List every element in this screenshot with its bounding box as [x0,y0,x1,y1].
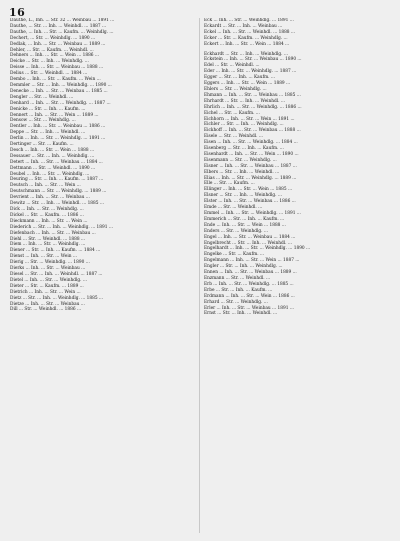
directory-entry: Eisner ... Inh. ... Str. ... Weinbau ... 1887 ... [204,163,297,169]
directory-entry: Deutsch ... Inh. ... Str. ... Wein ... [10,183,81,189]
directory-entry: Diem ... Inh. ... Str. ... Weinhdlg. ... [10,242,86,248]
directory-entry: Deuring ... Str. ... Inh. ... Kaufm. ... 1887 ... [10,177,104,183]
directory-entry: Engel ... Inh. ... Str. ... Weinbau ... 1884 ... [204,234,296,240]
directory-entry: Devrient ... Inh. ... Str. ... Weinbau ... [10,195,90,201]
directory-entry: Engelke ... Str. ... Kaufm. ... [204,252,265,258]
directory-entry: Engelbrecht ... Str. ... Inh. ... Weinhdl. ... [204,240,292,246]
directory-entry: Emde ... Str. ... Weinhdl. ... [204,205,263,211]
directory-entry: Elbers ... Str. ... Inh. ... Weinhdl. ... [204,169,280,175]
directory-entry: Erhard ... Str. ... Weinhdlg. ... [204,299,268,305]
directory-entry: Enders ... Str. ... Weinhdlg. ... [204,228,268,234]
directory-entry: Dennert ... Inh. ... Str. ... Wein ... 1889 ... [10,112,99,118]
directory-entry: Dietrich ... Inh. ... Str. ... Wein ... [10,289,81,295]
directory-entry: Diener ... Str. ... Inh. ... Kaufm. ... 1884 ... [10,248,101,254]
directory-entry: Eckardt ... Str. ... Inh. ... Weinbau ... [204,23,283,29]
directory-entry: Denhard ... Inh. ... Str. ... Weinhdlg. ... 1887 ... [10,100,111,106]
directory-entry: Enzmann ... Str. ... Weinhdl. ... [204,275,271,281]
directory-entry: Dierks ... Inh. ... Str. ... Weinbau ... [10,266,86,272]
directory-entry: Deppe ... Str. ... Inh. ... Weinhdl. ... [10,130,86,136]
directory-entry: Dill ... Str. ... Weinhdl. ... 1886 ... [10,307,82,313]
directory-entry: Eckstein ... Inh. ... Str. ... Weinbau ... 1890 ... [204,57,302,63]
directory-entry: Erdmann ... Inh. ... Str. ... Wein ... 1886 ... [204,293,295,299]
directory-entry: Eichhorn ... Inh. ... Str. ... Wein ... 1891 ... [204,116,295,122]
directory-entry: Diefenbach ... Inh. ... Str. ... Weinbau ... [10,230,96,236]
directory-entry: Dechert, ... Str. ... Weinhdlg. ... 1890 ... [10,35,96,41]
directory-entry: Elsner ... Str. ... Inh. ... Weinhdlg. ... [204,193,283,199]
directory-entry: Dehler, ... Str. ... Kaufm. ... Weinhdl. ... [10,47,94,53]
directory-entry: Eck ... Inh. ... Str. ... Weinhdlg. ... 1891 ... [204,18,294,23]
directory-entry: Eckel ... Inh. ... Str. ... Weinhdl. ... 1888 ... [204,29,296,35]
directory-entry: Detert ... Inh. ... Str. ... Weinbau ... 1884 ... [10,159,103,165]
directory-entry: Densow ... Str. ... Weinhdlg. ... [10,118,76,124]
directory-entry: Dauthe, L., Inh. ... Str. 32 ... Weinbau ... 1891 ... [10,18,115,23]
directory-entry: Elle ... Str. ... Kaufm. ... [204,181,255,187]
directory-entry: Ehrhardt ... Str. ... Inh. ... Weinhdl. ... [204,98,285,104]
directory-entry: Diehl ... Str. ... Weinhdl. ... 1888 ... [10,236,86,242]
directory-entry: Eckhardt ... Str. ... Inh. ... Weinhdlg. ... [204,51,288,57]
directory-entry: Dembo ... Inh. ... Str. ... Kaufm. ... Wein ... [10,77,101,83]
directory-entry: Dehners ... Inh. ... Str. ... Wein ... 1886 ... [10,53,100,59]
directory-entry: Dick ... Inh. ... Str. ... Weinhdlg. ... [10,207,84,212]
directory-entry: Demmler ... Str. ... Inh. ... Weinhdlg. ... 1890 ... [10,82,112,88]
directory-entry: Eisenmann ... Str. ... Weinhdlg. ... [204,157,277,163]
directory-entry: Eder ... Inh. ... Str. ... Weinhdlg. ... 1887 ... [204,69,297,75]
directory-entry: Dengler ... Str. ... Weinhdl. ... [10,94,74,100]
directory-entry: Deutschmann ... Str. ... Weinhdlg. ... 1889 ... [10,189,107,195]
directory-entry: Dieter ... Str. ... Kaufm. ... 1889 ... [10,283,84,289]
directory-entry: Eichel ... Str. ... Kaufm. ... [204,110,260,116]
directory-entry: Eisenberg ... Str. ... Inh. ... Kaufm. ... [204,146,284,152]
directory-entry: Dieckmann ... Inh. ... Str. ... Wein ... [10,218,88,224]
directory-entry: Derlin ... Inh. ... Str. ... Weinhdlg. ... 1891 ... [10,136,106,142]
directory-entry: Erler ... Inh. ... Str. ... Weinbau ... 1891 ... [204,305,294,311]
directory-entry: Deicke ... Str. ... Inh. ... Weinhdlg. ... [10,59,89,65]
directory-entry: Erb ... Inh. ... Str. ... Weinhdlg. ... 1885 ... [204,281,294,287]
directory-entry: Deisse ... Inh. ... Str. ... Weinbau ... 1888 ... [10,65,104,71]
directory-entry: Dauthe, ... Str. ... Inh. ... Weinhdl. ... 1887 ... [10,23,107,29]
directory-entry: Elias ... Inh. ... Str. ... Weinhdlg. ... 1889 ... [204,175,297,181]
directory-entry: Dickel ... Str. ... Kaufm. ... 1886 ... [10,212,84,218]
right-column [204,18,392,533]
directory-entry: Dedlak, ... Inh. ... Str. ... Weinbau ... 1889 ... [10,41,106,47]
directory-entry: Ellinger ... Inh. ... Str. ... Wein ... 1885 ... [204,187,293,193]
directory-entry: Elster ... Inh. ... Str. ... Weinbau ... 1886 ... [204,199,296,205]
directory-entry: Eisele ... Str. ... Weinhdl. ... [204,134,263,140]
directory-entry: Dentler ... Inh. ... Str. ... Weinbau ... 1886 ... [10,124,106,130]
directory-entry: Deubel ... Inh. ... Str. ... Weinhdlg. ... [10,171,90,177]
directory-entry: Dessauer ... Str. ... Inh. ... Weinhdlg. ... [10,153,95,159]
directory-entry: Erbe ... Str. ... Inh. ... Kaufm. ... [204,287,273,293]
directory-entry: Dierig ... Str. ... Weinhdlg. ... 1890 ... [10,260,90,266]
left-column [10,18,198,533]
directory-entry: Dertinger ... Str. ... Kaufm. ... [10,142,74,148]
directory-entry: Dauthe, ... Inh. ... Str. ... Kaufm. ... Weinhdlg. ... [10,29,114,35]
directory-entry: Diederich ... Str. ... Inh. ... Weinhdlg. ... 1891 ... [10,224,113,230]
column-divider [199,18,200,533]
directory-entry: Egger ... Str. ... Inh. ... Kaufm. ... [204,75,275,81]
directory-entry: Engelmann ... Inh. ... Str. ... Wein ... 1887 ... [204,258,300,264]
directory-entry: Dietz ... Str. ... Inh. ... Weinhdlg. ... 1885 ... [10,295,104,301]
directory-entry: Delius ... Str. ... Weinhdl. ... 1884 ... [10,71,88,77]
directory-entry: Dienst ... Inh. ... Str. ... Wein ... [10,254,77,260]
directory-entry: Diesel ... Str. ... Inh. ... Weinhdl. ... 1887 ... [10,271,103,277]
directory-entry: Engler ... Str. ... Inh. ... Weinhdlg. ... [204,264,283,270]
directory-entry: Emmerich ... Str. ... Inh. ... Kaufm. ... [204,216,285,222]
directory-entry: Edel ... Str. ... Weinhdl. ... [204,63,260,69]
directory-entry: Ende ... Inh. ... Str. ... Wein ... 1888 ... [204,222,286,228]
directory-entry: Ehrlich ... Inh. ... Str. ... Weinhdlg. ... 1886 ... [204,104,302,110]
directory-entry: Dewitz ... Str. ... Inh. ... Weinhdl. ... 1885 ... [10,201,104,207]
directory-entry: Denicke ... Str. ... Inh. ... Kaufm. ... [10,106,86,112]
directory-entry: Ehmann ... Inh. ... Str. ... Weinbau ... 1885 ... [204,92,301,98]
directory-entry: Eggers ... Inh. ... Str. ... Wein ... 1889 ... [204,81,291,87]
directory-entry: Dettmann ... Str. ... Weinhdl. ... 1890 ... [10,165,96,171]
directory-entry: Ecker ... Str. ... Kaufm. ... Weinhdlg. ... [204,35,288,41]
directory-entry: Ernst ... Str. ... Inh. ... Weinhdl. ... [204,311,278,317]
directory-entry: Eisenhardt ... Inh. ... Str. ... Wein ... 1890 ... [204,151,299,157]
directory-entry: Eckert ... Inh. ... Str. ... Wein ... 1884 ... [204,41,290,47]
page-number: 16 [9,6,26,19]
directory-entry: Ehlers ... Str. ... Weinhdlg. ... [204,86,267,92]
directory-entry: Ennen ... Inh. ... Str. ... Weinbau ... 1889 ... [204,270,297,276]
directory-entry: Dietel ... Inh. ... Str. ... Weinhdlg. ... [10,277,87,283]
directory-entry: Eickhoff ... Inh. ... Str. ... Weinbau ... 1888 ... [204,128,301,134]
directory-entry: Desch ... Inh. ... Str. ... Wein ... 1888 ... [10,147,95,153]
directory-entry: Dietze ... Inh. ... Str. ... Weinbau ... [10,301,85,307]
directory-entry: Denecke ... Inh. ... Str. ... Weinbau ... 1885 ... [10,88,108,94]
directory-entry: Emmel ... Inh. ... Str. ... Weinhdlg. ... 1891 ... [204,211,301,216]
directory-entry: Engelhardt ... Inh. ... Str. ... Weinhdlg. ... 1890 ... [204,246,311,252]
directory-entry: Eichler ... Str. ... Inh. ... Weinhdlg. ... [204,122,284,128]
directory-entry: Eisen ... Inh. ... Str. ... Weinhdlg. ... 1884 ... [204,140,298,146]
